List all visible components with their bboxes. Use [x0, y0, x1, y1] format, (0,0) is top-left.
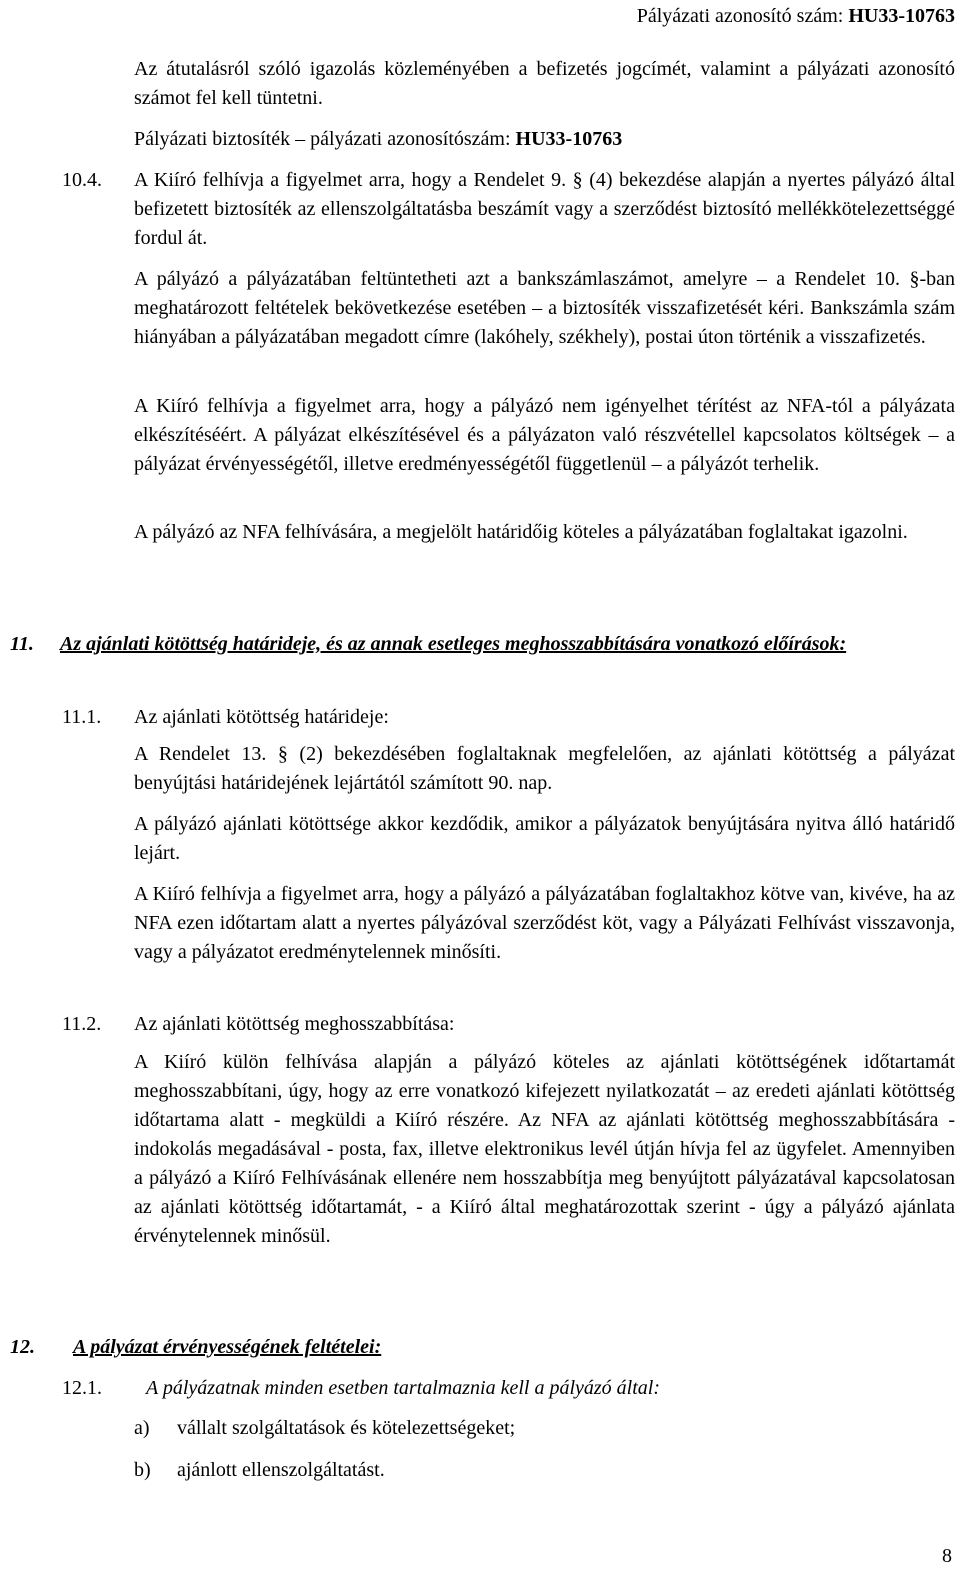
- section-11-title: Az ajánlati kötöttség határideje, és az annak esetleges meghosszabbítására vonatkozó előírások:: [60, 633, 847, 655]
- section-12-1-title: A pályázatnak minden esetben tartalmaznia kell a pályázó által:: [146, 1377, 661, 1399]
- list-item-a-label: a): [134, 1417, 150, 1439]
- section-10-4-paragraph-2: A pályázó a pályázatában feltüntetheti azt a bankszámlaszámot, amelyre – a Rendelet 10. §-ban meghatározott feltételek bekövetkezése esetében – a biztosíték visszafizetését kéri. Bankszámla szám hiányában a pályázatában megadott címre (lakóhely, székhely), postai úton történik a visszafizetés.: [134, 268, 955, 348]
- section-11-1-paragraph-3: A Kiíró felhívja a figyelmet arra, hogy a pályázó a pályázatában foglaltakhoz kötve van, kivéve, ha az NFA ezen időtartam alatt a nyertes pályázóval szerződést köt, vagy a Pályázati Felhívást visszavonja, vagy a pályázatot eredménytelennek minősíti.: [134, 883, 955, 963]
- page-header: [637, 4, 955, 28]
- guarantee-id-label: Pályázati biztosíték – pályázati azonosítószám:: [134, 128, 511, 150]
- section-10-4-paragraph-4: A pályázó az NFA felhívására, a megjelölt határidőig köteles a pályázatában foglaltakat igazolni.: [134, 521, 908, 543]
- header-prefix: Pályázati azonosító szám:: [636, 5, 844, 27]
- section-11-1-paragraph-2: A pályázó ajánlati kötöttsége akkor kezdődik, amikor a pályázatok benyújtására nyitva álló határidő lejárt.: [134, 813, 955, 864]
- section-12-number: 12.: [10, 1336, 35, 1358]
- page-number: 8: [942, 1545, 952, 1567]
- header-code: HU33-10763: [848, 5, 955, 27]
- section-11-2-paragraph-1: A Kiíró külön felhívása alapján a pályázó köteles az ajánlati kötöttségének időtartamát meghosszabbítani, úgy, hogy az erre vonatkozó kifejezett nyilatkozatát – az eredeti ajánlati kötöttség időtartama alatt - megküldi a Kiíró részére. Az NFA az ajánlati kötöttség meghosszabbítására - indokolás megadásával - posta, fax, illetve elektronikus levél útján hívja fel az ügyfelet. Amennyiben a pályázó a Kiíró Felhívásának ellenére nem hosszabbítja meg benyújtott pályázatával kapcsolatosan az ajánlati kötöttség időtartamát, - a Kiíró által meghatározottak szerint - úgy a pályázó ajánlata érvénytelennek minősül.: [134, 1051, 955, 1247]
- section-12-title: A pályázat érvényességének feltételei:: [73, 1336, 382, 1358]
- section-10-4-paragraph-3: A Kiíró felhívja a figyelmet arra, hogy a pályázó nem igényelhet térítést az NFA-tól a pályázata elkészítéséért. A pályázat elkészítésével és a pályázaton való részvétellel kapcsolatos költségek – a pályázat érvényességétől, illetve eredményességétől függetlenül – a pályázót terhelik.: [134, 395, 955, 475]
- section-10-4-paragraph-1: A Kiíró felhívja a figyelmet arra, hogy a Rendelet 9. § (4) bekezdése alapján a nyertes pályázó által befizetett biztosíték az ellenszolgáltatásba beszámít vagy a szerződést biztosító mellékkötelezettséggé fordul át.: [134, 169, 955, 249]
- list-item-b-text: ajánlott ellenszolgáltatást.: [177, 1459, 385, 1481]
- list-item-b-label: b): [134, 1459, 151, 1481]
- section-11-1-title: Az ajánlati kötöttség határideje:: [134, 706, 389, 728]
- section-12-1-number: 12.1.: [62, 1377, 102, 1399]
- list-item-a-text: vállalt szolgáltatások és kötelezettségeket;: [177, 1417, 516, 1439]
- transfer-notice-paragraph: Az átutalásról szóló igazolás közleményében a befizetés jogcímét, valamint a pályázati azonosító számot fel kell tüntetni.: [134, 58, 955, 109]
- section-11-1-number: 11.1.: [62, 706, 102, 728]
- section-11-1-paragraph-1: A Rendelet 13. § (2) bekezdésében foglaltaknak megfelelően, az ajánlati kötöttség a pályázat benyújtási határidejének lejártától számított 90. nap.: [134, 743, 955, 794]
- guarantee-id-code: HU33-10763: [515, 128, 623, 150]
- section-11-number: 11.: [10, 633, 34, 655]
- section-11-2-title: Az ajánlati kötöttség meghosszabbítása:: [134, 1013, 455, 1035]
- guarantee-id-line: [134, 125, 955, 154]
- section-11-2-number: 11.2.: [62, 1013, 102, 1035]
- section-10-4-number: 10.4.: [62, 169, 102, 191]
